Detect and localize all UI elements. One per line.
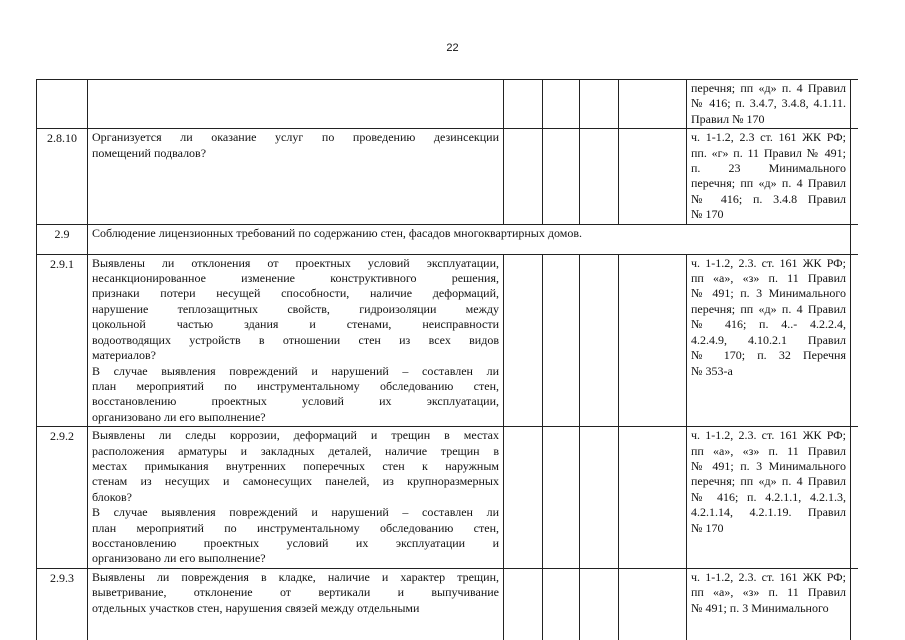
empty-cell xyxy=(580,129,619,224)
reference-line: 4.2.4.9, 4.10.2.1 Правил xyxy=(691,332,846,347)
question-line: отдельных участков стен, нарушения связей между отдельными xyxy=(92,600,420,615)
empty-cell xyxy=(543,568,580,640)
table-row xyxy=(37,568,859,640)
empty-cell xyxy=(619,568,687,640)
question-line: организовано ли его выполнение? xyxy=(92,409,266,424)
empty-cell xyxy=(504,80,543,129)
reference-line: перечня; пп «д» п. 4 Правил xyxy=(691,301,846,316)
question-line: план мероприятий по инструментальному обследованию стен, xyxy=(92,520,499,535)
question-line: Выявлены ли повреждения в кладке, наличие и характер трещин, xyxy=(92,569,499,584)
table-row xyxy=(37,427,859,569)
empty-cell xyxy=(580,80,619,129)
table-body xyxy=(37,80,859,640)
legal-reference-cell xyxy=(687,129,851,224)
question-line: выветривание, отклонение от вертикали и выпучивание xyxy=(92,585,499,600)
reference-line: ч. 1-1.2, 2.3. ст. 161 ЖК РФ; xyxy=(691,569,846,584)
table-row xyxy=(37,129,859,224)
question-line: блоков? xyxy=(92,489,133,504)
question-line: материалов? xyxy=(92,348,156,363)
empty-cell xyxy=(504,254,543,426)
empty-cell xyxy=(851,254,859,426)
table-row xyxy=(37,80,859,129)
question-cell xyxy=(88,427,504,569)
reference-line: пп «а», «з» п. 11 Правил xyxy=(691,443,846,458)
legal-reference-cell xyxy=(687,427,851,569)
reference-line: № 353-а xyxy=(691,363,733,378)
row-number: 2.9.2 xyxy=(37,427,88,569)
reference-line: № 491; п. 3 Минимального xyxy=(691,600,829,615)
question-line: помещений подвалов? xyxy=(92,145,207,160)
question-line: Выявлены ли следы коррозии, деформаций и трещин в местах xyxy=(92,428,499,443)
section-title: Соблюдение лицензионных требований по содержанию стен, фасадов многоквартирных домов. xyxy=(88,224,851,254)
question-line: нарушение теплозащитных свойств, гидроизоляции между xyxy=(92,301,499,316)
empty-cell xyxy=(851,224,859,254)
table-row xyxy=(37,224,859,254)
question-line: водоотводящих устройств в отношении стен из всех видов xyxy=(92,332,499,347)
reference-line: № 170 xyxy=(691,520,724,535)
empty-cell xyxy=(543,80,580,129)
requirements-table-container xyxy=(36,79,858,640)
reference-line: № 170 xyxy=(691,207,724,222)
reference-line: № 416; п. 3.4.7, 3.4.8, 4.1.11. xyxy=(691,96,846,111)
reference-line: ч. 1-1.2, 2.3. ст. 161 ЖК РФ; xyxy=(691,428,846,443)
reference-line: пп «а», «з» п. 11 Правил xyxy=(691,585,846,600)
question-line: В случае выявления повреждений и нарушений – составлен ли xyxy=(92,505,499,520)
reference-line: ч. 1-1.2, 2.3 ст. 161 ЖК РФ; xyxy=(691,130,846,145)
legal-reference-cell xyxy=(687,80,851,129)
row-number: 2.8.10 xyxy=(37,129,88,224)
reference-line: № 491; п. 3 Минимального xyxy=(691,286,846,301)
reference-line: № 416; п. 4.2.1.1, 4.2.1.3, xyxy=(691,489,846,504)
empty-cell xyxy=(619,427,687,569)
reference-line: пп «а», «з» п. 11 Правил xyxy=(691,271,846,286)
row-number: 2.9.1 xyxy=(37,254,88,426)
question-cell xyxy=(88,568,504,640)
question-line: план мероприятий по инструментальному обследованию стен, xyxy=(92,378,499,393)
question-line: организовано ли его выполнение? xyxy=(92,551,266,566)
reference-line: перечня; пп «д» п. 4 Правил xyxy=(691,176,846,191)
question-line: расположения арматуры и закладных деталей, наличие трещин в xyxy=(92,443,499,458)
empty-cell xyxy=(504,427,543,569)
empty-cell xyxy=(580,254,619,426)
empty-cell xyxy=(543,254,580,426)
reference-line: № 170; п. 32 Перечня xyxy=(691,348,846,363)
question-line: восстановлению проектных условий их эксплуатации, xyxy=(92,394,499,409)
reference-line: 4.2.1.14, 4.2.1.19. Правил xyxy=(691,505,846,520)
empty-cell xyxy=(851,568,859,640)
empty-cell xyxy=(580,568,619,640)
reference-line: ч. 1-1.2, 2.3. ст. 161 ЖК РФ; xyxy=(691,255,846,270)
row-number: 2.9.3 xyxy=(37,568,88,640)
empty-cell xyxy=(504,568,543,640)
question-line: несанкционированное изменение конструктивного решения, xyxy=(92,271,499,286)
empty-cell xyxy=(851,427,859,569)
reference-line: перечня; пп «д» п. 4 Правил xyxy=(691,81,846,95)
question-cell xyxy=(88,80,504,129)
empty-cell xyxy=(543,427,580,569)
empty-cell xyxy=(851,80,859,129)
empty-cell xyxy=(543,129,580,224)
reference-line: п. 23 Минимального xyxy=(691,161,846,176)
question-line: цокольной частью здания и стенами, неисправности xyxy=(92,317,499,332)
reference-line: № 416; п. 4..- 4.2.2.4, xyxy=(691,317,846,332)
empty-cell xyxy=(619,80,687,129)
legal-reference-cell xyxy=(687,568,851,640)
question-line: местах примыкания внутренних поперечных стен к наружным xyxy=(92,458,499,473)
empty-cell xyxy=(619,254,687,426)
row-number: 2.9 xyxy=(37,224,88,254)
question-cell xyxy=(88,129,504,224)
empty-cell xyxy=(580,427,619,569)
reference-line: № 416; п. 3.4.8 Правил xyxy=(691,191,846,206)
question-cell xyxy=(88,254,504,426)
reference-line: Правил № 170 xyxy=(691,111,765,126)
row-number xyxy=(37,80,88,129)
empty-cell xyxy=(619,129,687,224)
question-line: В случае выявления повреждений и нарушений – составлен ли xyxy=(92,363,499,378)
reference-line: пп. «г» п. 11 Правил № 491; xyxy=(691,145,846,160)
question-line: Выявлены ли отклонения от проектных условий эксплуатации, xyxy=(92,255,499,270)
question-line: признаки потери несущей способности, наличие деформаций, xyxy=(92,286,499,301)
question-line: Организуется ли оказание услуг по проведению дезинсекции xyxy=(92,130,499,145)
reference-line: № 491; п. 3 Минимального xyxy=(691,458,846,473)
legal-reference-cell xyxy=(687,254,851,426)
question-line: стенам из несущих и самонесущих панелей, из крупноразмерных xyxy=(92,474,499,489)
table-row xyxy=(37,254,859,426)
reference-line: перечня; пп «д» п. 4 Правил xyxy=(691,474,846,489)
question-line: восстановлению проектных условий их эксплуатации и xyxy=(92,535,499,550)
empty-cell xyxy=(851,129,859,224)
requirements-table xyxy=(36,79,858,640)
empty-cell xyxy=(504,129,543,224)
page-number: 22 xyxy=(446,42,459,54)
